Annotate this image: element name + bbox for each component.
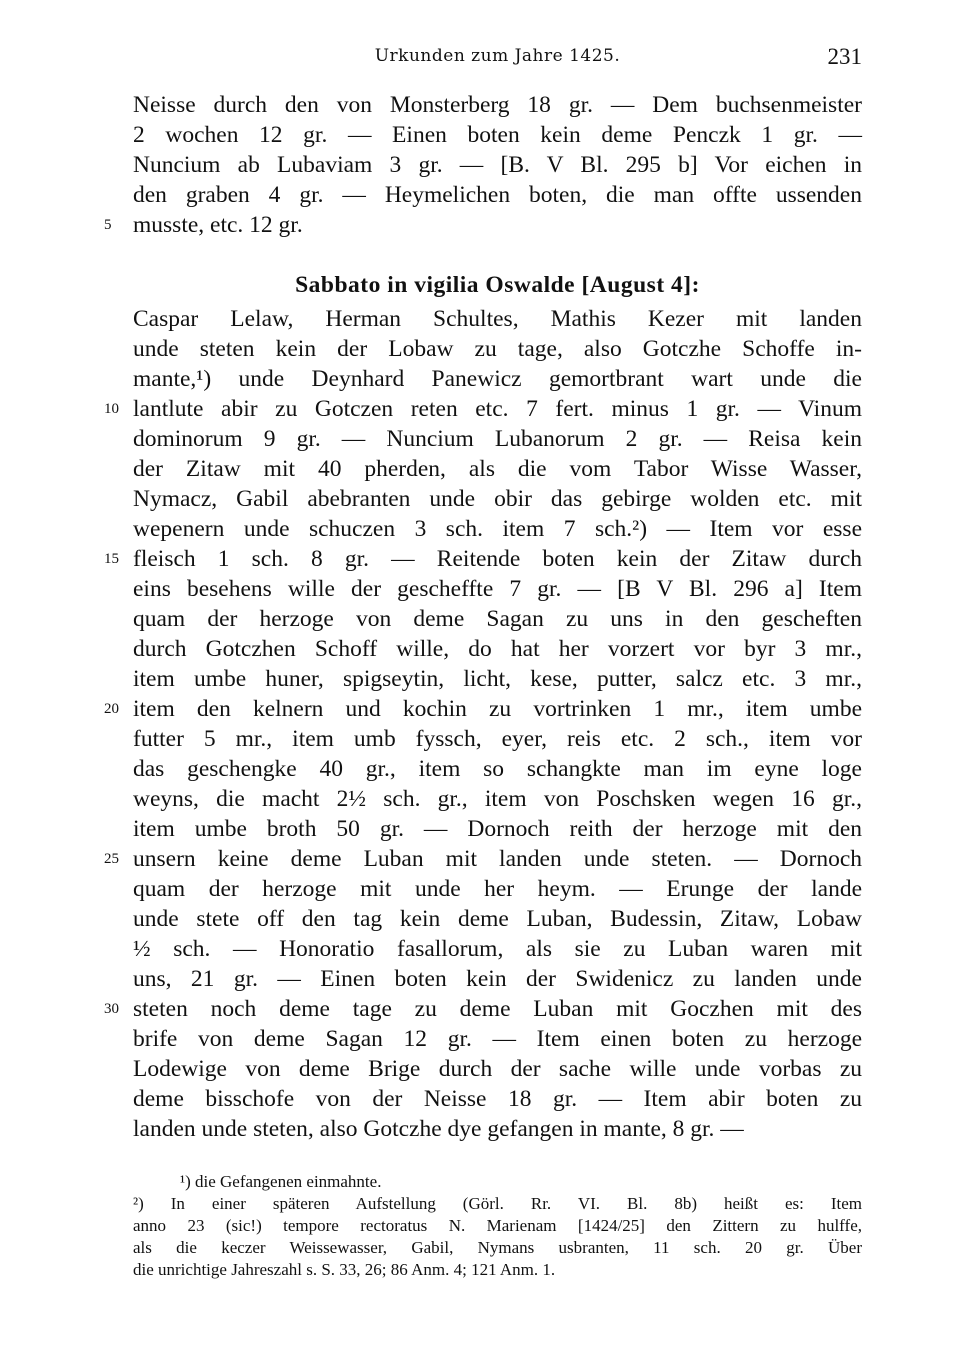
text-line: 2 wochen 12 gr. — Einen boten kein deme Penczk 1 gr. — <box>133 122 862 148</box>
text-line: den graben 4 gr. — Heymelichen boten, die man offte ussenden <box>133 182 862 208</box>
text-line: Nuncium ab Lubaviam 3 gr. — [B. V Bl. 295 b] Vor eichen in <box>133 152 862 178</box>
text-line: Lodewige von deme Brige durch der sache wille unde vorbas zu <box>133 1056 862 1082</box>
text-line: Caspar Lelaw, Herman Schultes, Mathis Kezer mit landen <box>133 306 862 332</box>
text-line: item umbe broth 50 gr. — Dornoch reith der herzoge mit den <box>133 816 862 842</box>
footnote-line: ¹) die Gefangenen einmahnte. <box>180 1172 382 1191</box>
text-line: landen unde steten, also Gotczhe dye gefangen in mante, 8 gr. — <box>133 1116 744 1142</box>
text-line: eins besehens wille der gescheffte 7 gr. — [B V Bl. 296 a] Item <box>133 576 862 602</box>
text-line: steten noch deme tage zu deme Luban mit Goczhen mit des <box>133 996 862 1022</box>
text-line: musste, etc. 12 gr. <box>133 212 303 238</box>
text-line: unde steten kein der Lobaw zu tage, also Gotczhe Schoffe in- <box>133 336 862 362</box>
text-line: unsern keine deme Luban mit landen unde steten. — Dornoch <box>133 846 862 872</box>
text-line: fleisch 1 sch. 8 gr. — Reitende boten kein der Zitaw durch <box>133 546 862 572</box>
footnote-line: ²) In einer späteren Aufstellung (Görl. Rr. VI. Bl. 8b) heißt es: Item <box>133 1194 862 1213</box>
line-number: 5 <box>104 217 112 233</box>
line-number: 25 <box>104 851 119 867</box>
text-line: deme bisschofe von der Neisse 18 gr. — Item abir boten zu <box>133 1086 862 1112</box>
page-number: 231 <box>827 44 862 69</box>
page-header <box>133 44 862 78</box>
text-line: dominorum 9 gr. — Nuncium Lubanorum 2 gr. — Reisa kein <box>133 426 862 452</box>
text-line: das geschengke 40 gr., item so schangkte man im eyne loge <box>133 756 862 782</box>
text-line: quam der herzoge mit unde her heym. — Erunge der lande <box>133 876 862 902</box>
text-line: unde stete off den tag kein deme Luban, Budessin, Zitaw, Lobaw <box>133 906 862 932</box>
text-line: Nymacz, Gabil abebranten unde obir das gebirge wolden etc. mit <box>133 486 862 512</box>
line-number: 30 <box>104 1001 119 1017</box>
text-line: lantlute abir zu Gotczen reten etc. 7 fert. minus 1 gr. — Vinum <box>133 396 862 422</box>
text-line: quam der herzoge von deme Sagan zu uns in den gescheften <box>133 606 862 632</box>
text-line: ½ sch. — Honoratio fasallorum, als sie zu Luban waren mit <box>133 936 862 962</box>
text-line: item den kelnern und kochin zu vortrinken 1 mr., item umbe <box>133 696 862 722</box>
text-line: weyns, die macht 2½ sch. gr., item von Poschsken wegen 16 gr., <box>133 786 862 812</box>
text-line: item umbe huner, spigseytin, licht, kese, putter, salcz etc. 3 mr., <box>133 666 862 692</box>
text-line: wepenern unde schuczen 3 sch. item 7 sch.²) — Item vor esse <box>133 516 862 542</box>
footnote-line: anno 23 (sic!) tempore rectoratus N. Marienam [1424/25] den Zittern zu hulffe, <box>133 1216 862 1235</box>
line-number: 15 <box>104 551 119 567</box>
line-number: 20 <box>104 701 119 717</box>
footnote-line: die unrichtige Jahreszahl s. S. 33, 26; 86 Anm. 4; 121 Anm. 1. <box>133 1260 556 1279</box>
text-line: futter 5 mr., item umb fyssch, eyer, reis etc. 2 sch., item vor <box>133 726 862 752</box>
text-line: mante,¹) unde Deynhard Panewicz gemortbrant wart unde die <box>133 366 862 392</box>
text-line: uns, 21 gr. — Einen boten kein der Swidenicz zu landen unde <box>133 966 862 992</box>
text-line: brife von deme Sagan 12 gr. — Item einen boten zu herzoge <box>133 1026 862 1052</box>
text-line: Neisse durch den von Monsterberg 18 gr. — Dem buchsenmeister <box>133 92 862 118</box>
running-title: Urkunden zum Jahre 1425. <box>374 46 621 66</box>
text-line: der Zitaw mit 40 pherden, als die vom Tabor Wisse Wasser, <box>133 456 862 482</box>
footnote-line: als die keczer Weissewasser, Gabil, Nymans usbranten, 11 sch. 20 gr. Über <box>133 1238 862 1257</box>
section-heading: Sabbato in vigilia Oswalde [August 4]: <box>295 272 700 298</box>
text-line: durch Gotczhen Schoff wille, do hat her vorzert vor byr 3 mr., <box>133 636 862 662</box>
line-number: 10 <box>104 401 119 417</box>
